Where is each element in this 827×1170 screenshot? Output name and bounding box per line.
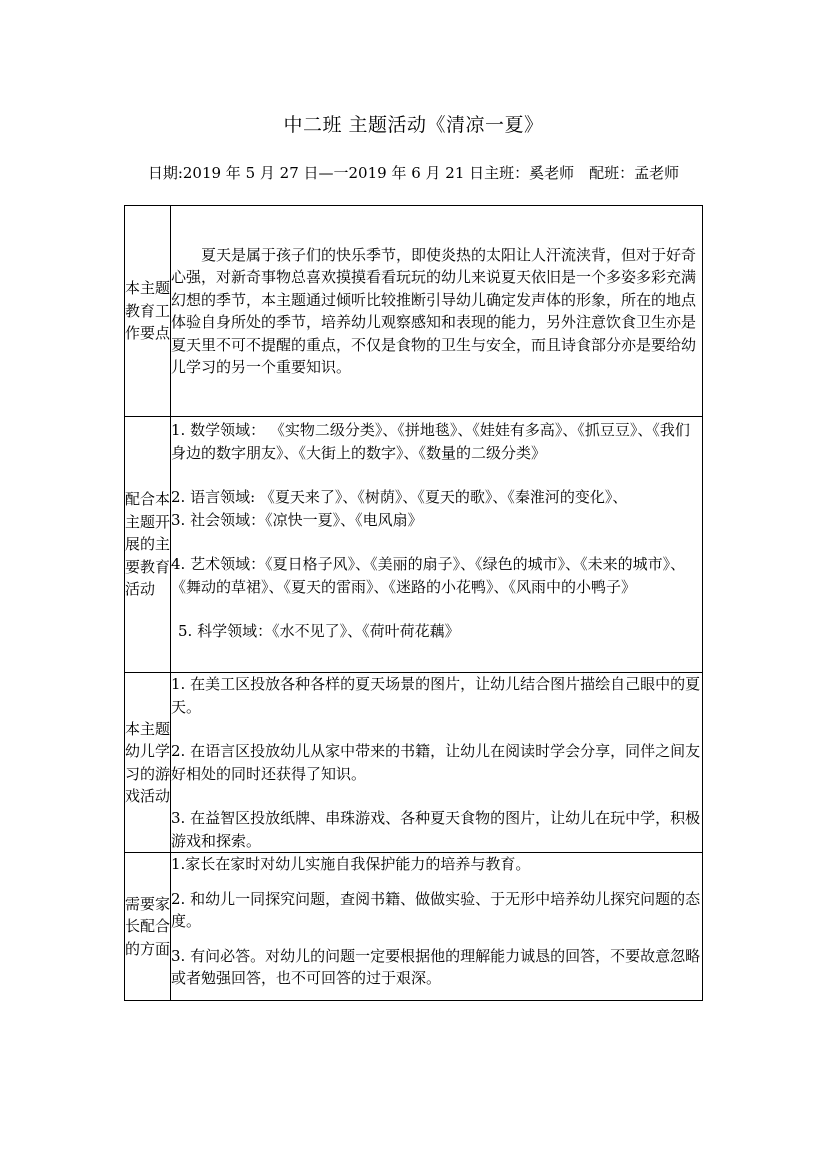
education-focus-text: 夏天是属于孩子们的快乐季节，即使炎热的太阳让人汗流浃背，但对于好奇心强，对新奇事物总喜欢摸摸看看玩玩的幼儿来说夏天依旧是一个多姿多彩充满幻想的季节，本主题通过倾听比较推断引导幼儿确定发声体的形象，所在的地点体验自身所处的季节，培养幼儿观察感知和表现的能力，另外注意饮食卫生亦是夏天里不可不提醒的重点，不仅是食物的卫生与安全，而且诗食部分亦是要给幼儿学习的另一个重要知识。: [171, 245, 697, 376]
art-domain-item: 4. 艺术领域：《夏日格子风》、《美丽的扇子》、《绿色的城市》、《未来的城市》、《舞动的草裙》、《夏天的雷雨》、《迷路的小花鸭》、《风雨中的小鸭子》: [171, 555, 686, 596]
education-focus-cell: [171, 206, 703, 417]
main-activities-cell: [171, 417, 703, 673]
row-label-main-activities: 配合本主题开展的主要教育活动: [125, 417, 171, 673]
table-row: [125, 673, 703, 853]
list-item: 2. 和幼儿一同探究问题，查阅书籍、做做实验、于无形中培养幼儿探究问题的态度。: [171, 889, 701, 930]
language-domain-item: 2. 语言领域: 《夏天来了》、《树荫》、《夏天的歌》、《秦淮河的变化》、: [171, 488, 628, 506]
list-item: 1. 在美工区投放各种各样的夏天场景的图片，让幼儿结合图片描绘自己眼中的夏天。: [171, 675, 701, 716]
date-and-teachers: 日期:2019 年 5 月 27 日—一2019 年 6 月 21 日主班：奚老师 配班：孟老师: [147, 164, 680, 182]
list-item: 2. 在语言区投放幼儿从家中带来的书籍，让幼儿在阅读时学会分享，同伴之间友好相处的同时还获得了知识。: [171, 742, 701, 783]
document-title: 中二班 主题活动《清凉一夏》: [283, 114, 544, 136]
table-row: [125, 417, 703, 673]
row-label-parent-cooperation: 需要家长配合的方面: [125, 853, 171, 1001]
math-domain-item: 1. 数学领域： 《实物二级分类》、《拼地毯》、《娃娃有多高》、《抓豆豆》、《我们身边的数字朋友》、《大街上的数字》、《数量的二级分类》: [171, 421, 690, 462]
list-item: 3. 在益智区投放纸牌、串珠游戏、各种夏天食物的图片，让幼儿在玩中学，积极游戏和探索。: [171, 809, 701, 850]
row-label-game-activities: 本主题幼儿学习的游戏活动: [125, 673, 171, 853]
social-domain-item: 3. 社会领域：《凉快一夏》、《电风扇》: [171, 510, 423, 529]
game-activities-cell: [171, 673, 703, 853]
list-item: 3. 有问必答。对幼儿的问题一定要根据他的理解能力诚恳的回答，不要故意忽略或者勉强回答，也不可回答的过于艰深。: [171, 946, 701, 987]
table-row: [125, 206, 703, 417]
table-row: [125, 853, 703, 1001]
theme-plan-table: [124, 205, 703, 1001]
list-item: 1.家长在家时对幼儿实施自我保护能力的培养与教育。: [171, 855, 531, 873]
row-label-education-focus: 本主题教育工作要点: [125, 206, 171, 417]
parent-cooperation-cell: [171, 853, 703, 1001]
science-domain-item: 5. 科学领域：《水不见了》、《荷叶荷花藕》: [178, 622, 460, 640]
